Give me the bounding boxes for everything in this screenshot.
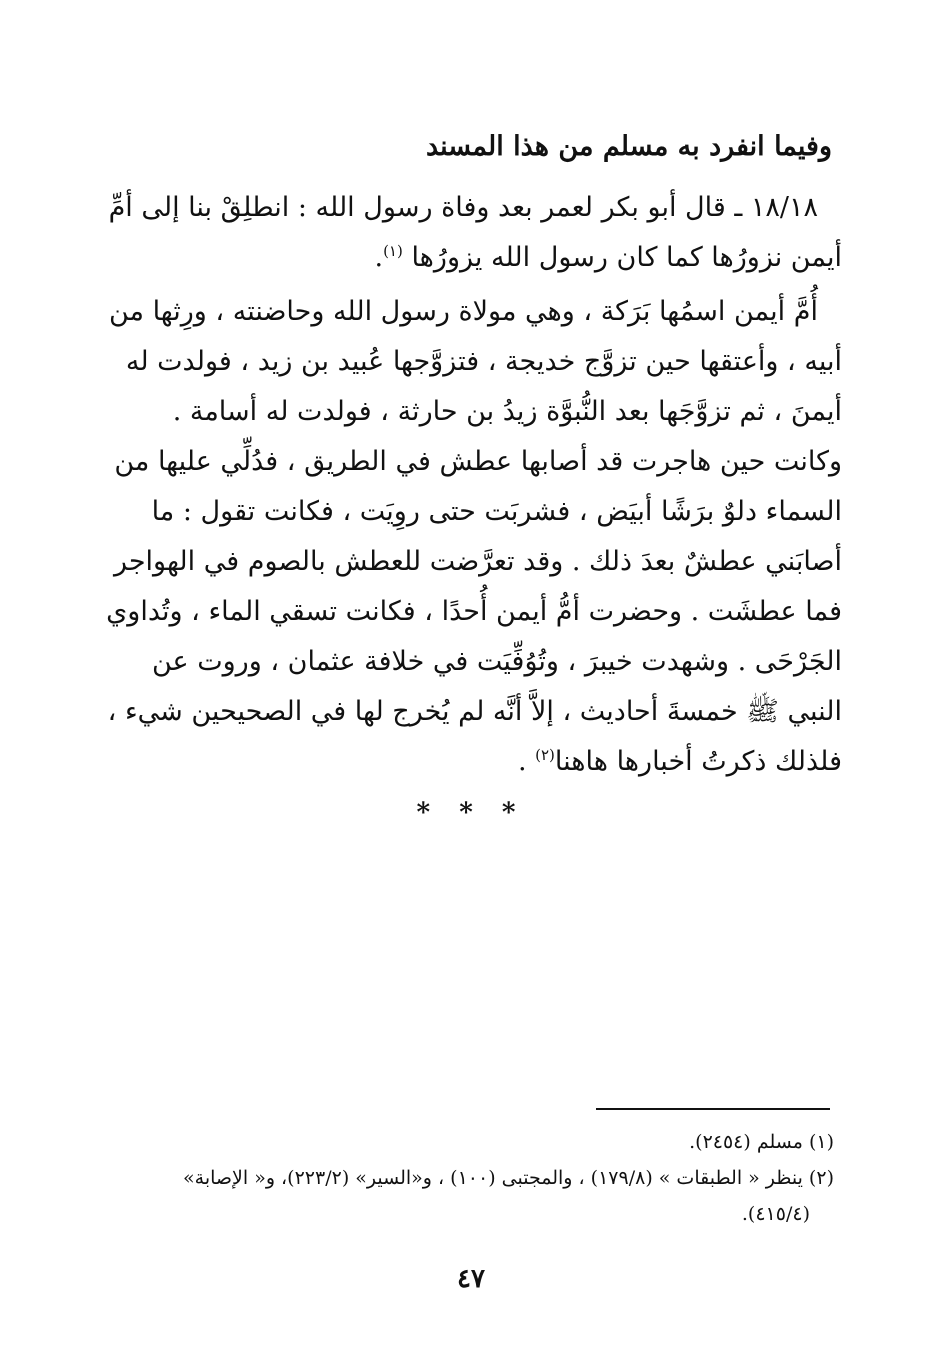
biography-line: وكانت حين هاجرت قد أصابها عطش في الطريق ، فدُلِّي عليها من bbox=[114, 446, 842, 477]
biography-line: أصابَني عطشٌ بعدَ ذلك . وقد تعرَّضت للعطش بالصوم في الهواجر bbox=[113, 546, 842, 577]
biography-line: الجَرْحَى . وشهدت خيبرَ ، وتُوُفِّيَت في خلافة عثمان ، وروت عن bbox=[151, 646, 842, 677]
biography-line: النبي ﷺ خمسةَ أحاديث ، إلاَّ أنَّه لم يُخرج لها في الصحيحين شيء ، bbox=[107, 696, 842, 727]
page-number: ٤٧ bbox=[457, 1264, 485, 1294]
biography-line-text: فلذلك ذكرتُ أخبارها هاهنا bbox=[554, 746, 842, 777]
biography-line: أبيه ، وأعتقها حين تزوَّج خديجة ، فتزوَّجها عُبيد بن زيد ، فولدت له bbox=[125, 346, 842, 377]
biography-line: السماء دلوٌ برَشًا أبيَض ، فشربَت حتى روِيَت ، فكانت تقول : ما bbox=[151, 496, 842, 527]
hadith-paragraph bbox=[110, 183, 842, 283]
footnote-divider bbox=[596, 1108, 830, 1110]
biography-line bbox=[110, 737, 842, 787]
footnote-ref-1[interactable]: (١) bbox=[383, 242, 403, 260]
footnote-2-continuation: (٤١٥/٤). bbox=[741, 1203, 810, 1225]
hadith-line-text: أيمن نزورُها كما كان رسول الله يزورُها bbox=[411, 242, 842, 273]
biography-line: فما عطشَت . وحضرت أمُّ أيمن أُحدًا ، فكانت تسقي الماء ، وتُداوي bbox=[106, 596, 842, 627]
footnote-ref-2[interactable]: (٢) bbox=[535, 746, 555, 764]
footnotes bbox=[110, 1124, 834, 1232]
biography-line-tail: . bbox=[517, 746, 536, 777]
hadith-line-tail: . bbox=[374, 242, 384, 273]
section-separator: * * * bbox=[416, 798, 526, 828]
biography-line: أُمَّ أيمن اسمُها بَرَكة ، وهي مولاة رسول الله وحاضنته ، ورِثها من bbox=[108, 296, 818, 327]
hadith-line bbox=[110, 233, 842, 283]
hadith-line: ١٨/١٨ ـ قال أبو بكر لعمر بعد وفاة رسول الله : انطلِقْ بنا إلى أمِّ bbox=[108, 192, 818, 223]
footnote-1: (١) مسلم (٢٤٥٤). bbox=[689, 1131, 834, 1153]
footnote-2: (٢) ينظر « الطبقات » (١٧٩/٨) ، والمجتبى (١٠٠) ، و«السير» (٢٢٣/٢)، و« الإصابة» bbox=[183, 1167, 834, 1189]
biography-paragraph bbox=[106, 287, 842, 787]
section-heading: وفيما انفرد به مسلم من هذا المسند bbox=[425, 131, 832, 162]
biography-line: أيمنَ ، ثم تزوَّجَها بعد النُّبوَّة زيدُ بن حارثة ، فولدت له أسامة . bbox=[172, 396, 842, 427]
